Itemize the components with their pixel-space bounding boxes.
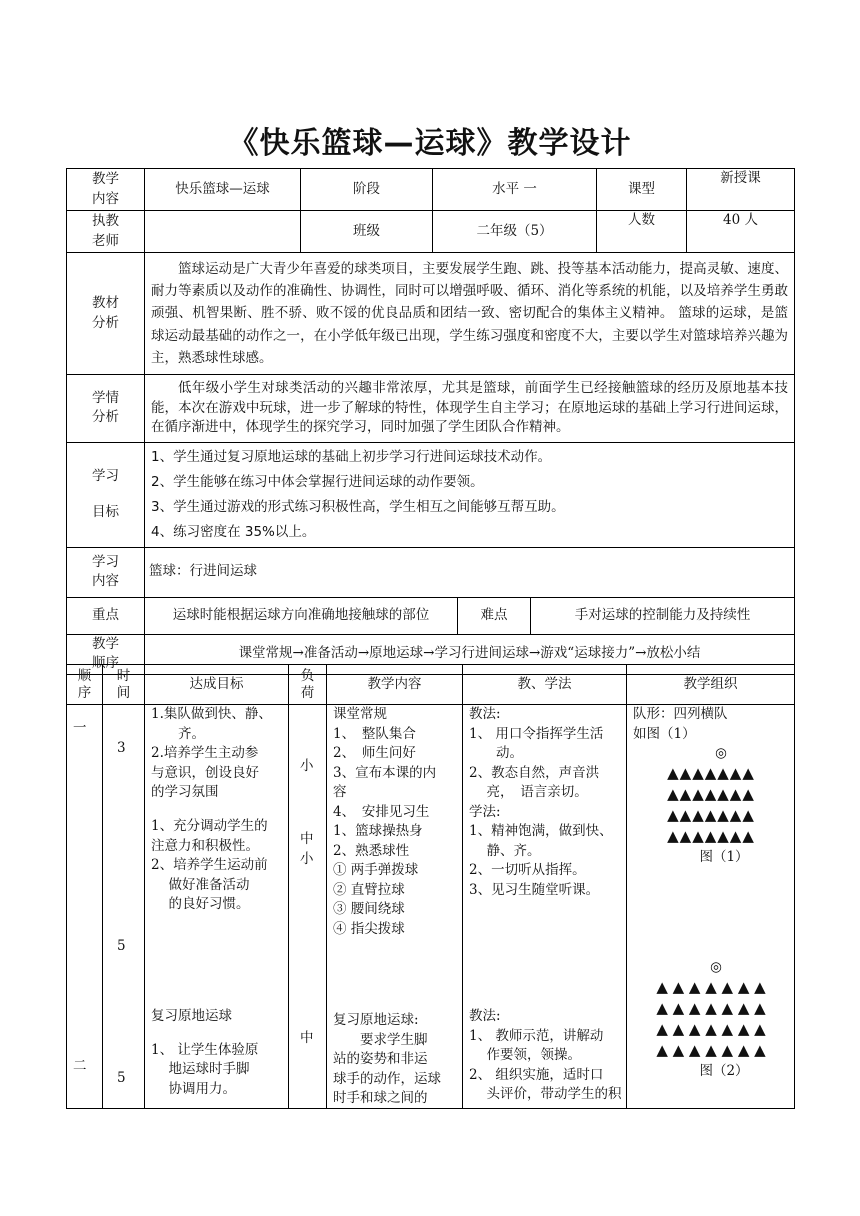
goal-item: 3、学生通过游戏的形式练习积极性高，学生相互之间能够互帮互助。 — [151, 498, 565, 515]
seq-2: 二 — [73, 1058, 87, 1074]
teaching-order: 课堂常规→准备活动→原地运球→学习行进间运球→游戏“运球接力”→放松小结 — [145, 634, 795, 674]
student-row-icon: ▲ ▲ ▲ ▲ ▲ ▲ ▲ — [656, 978, 766, 996]
info-table — [66, 168, 795, 675]
figure2-caption: 图（2） — [699, 1063, 749, 1079]
method-cell: 教法: 1、 用口令指挥学生活 动。 2、教态自然，声音洪 亮， 语言亲切。 学法: 1、精神饱满，做到快、 静、齐。 2、一切听从指挥。 3、见习生随堂听课。 教法: 1、 教师示范，讲解动 作要领，领操。 2、 组织实施，适时口 头评价，带动学生的积 — [463, 705, 627, 1109]
teacher-marker-icon: ◎ — [715, 745, 727, 761]
time-1: 3 — [117, 740, 126, 756]
load-3: 中 — [300, 1030, 314, 1046]
goal-cell: 1.集队做到快、静、 齐。 2.培养学生主动参 与意识，创设良好 的学习氛围 1、充分调动学生的 注意力和积极性。 2、培养学生运动前 做好准备活动 的良好习惯。 复习原地运球 1、 让学生体验原 地运球时手脚 协调用力。 — [145, 705, 289, 1109]
header-method: 教、学法 — [463, 665, 627, 705]
load-1: 小 — [300, 758, 314, 774]
student-row-icon: ▲ ▲ ▲ ▲ ▲ ▲ ▲ — [656, 1020, 766, 1038]
label-content: 教学 内容 — [67, 169, 145, 211]
label-students: 学情 分析 — [67, 375, 145, 443]
header-content: 教学内容 — [327, 665, 463, 705]
goal-item: 1、学生通过复习原地运球的基础上初步学习行进间运球技术动作。 — [151, 448, 552, 465]
label-type: 课型 — [597, 169, 687, 211]
goals-list — [145, 442, 795, 547]
difficulty-point: 手对运球的控制能力及持续性 — [574, 606, 751, 623]
load-2: 中 小 — [300, 831, 314, 867]
header-load: 负 荷 — [289, 665, 327, 705]
student-row-icon: ▲ ▲ ▲ ▲ ▲ ▲ ▲ — [656, 999, 766, 1017]
time-cell — [103, 705, 145, 1109]
type-value: 新授课 — [687, 169, 795, 211]
class-value: 二年级（5） — [433, 211, 597, 253]
figure1-intro: 如图（1） — [633, 725, 696, 742]
student-row-icon: ▲▲▲▲▲▲▲ — [667, 785, 755, 803]
student-row-icon: ▲▲▲▲▲▲▲ — [667, 827, 755, 845]
figure1 — [627, 743, 795, 867]
label-class: 班级 — [301, 211, 433, 253]
figure2 — [627, 957, 795, 1081]
goal-item: 4、练习密度在 35%以上。 — [151, 523, 316, 540]
plan-table — [66, 664, 795, 1109]
header-org: 教学组织 — [627, 665, 795, 705]
goal-item: 2、学生能够在练习中体会掌握行进间运球的动作要领。 — [151, 473, 484, 490]
org-cell — [627, 705, 795, 1109]
label-difficulty: 难点 — [458, 598, 531, 634]
content-cell: 课堂常规 1、 整队集合 2、 师生问好 3、宣布本课的内 容 4、 安排见习生 1、篮球操热身 2、熟悉球性 ① 两手弹拨球 ② 直臂拉球 ③ 腰间绕球 ④ 指尖拨球 复习原地运球: 要求学生脚 站的姿势和非运 球手的动作，运球 时手和球之间的 — [327, 705, 463, 1109]
header-goal: 达成目标 — [145, 665, 289, 705]
time-3: 5 — [117, 1070, 126, 1086]
teacher-value — [145, 211, 301, 253]
stage-value: 水平 一 — [433, 169, 597, 211]
lesson-content-value: 快乐篮球—运球 — [145, 169, 301, 211]
learning-content-value: 篮球：行进间运球 — [145, 547, 795, 597]
key-point: 运球时能根据运球方向准确地接触球的部位 — [145, 598, 458, 634]
header-seq: 顺 序 — [67, 665, 103, 705]
label-stage: 阶段 — [301, 169, 433, 211]
student-analysis: 低年级小学生对球类活动的兴趣非常浓厚，尤其是篮球，前面学生已经接触篮球的经历及原地基本技能，本次在游戏中玩球，进一步了解球的特性，体现学生自主学习；在原地运球的基础上学习行进间运球，在循序渐进中，体现学生的探究学习，同时加强了学生团队合作精神。 — [145, 375, 795, 443]
label-goals: 学习 目标 — [67, 442, 145, 547]
student-row-icon: ▲ ▲ ▲ ▲ ▲ ▲ ▲ — [656, 1041, 766, 1059]
label-learning-content: 学习 内容 — [67, 547, 145, 597]
student-row-icon: ▲▲▲▲▲▲▲ — [667, 806, 755, 824]
teacher-marker-icon: ◎ — [710, 959, 722, 975]
document-title: 《快乐篮球—运球》教学设计 — [228, 126, 632, 161]
load-cell — [289, 705, 327, 1109]
time-2: 5 — [117, 938, 126, 954]
label-count: 人数 — [597, 211, 687, 253]
count-value: 40 人 — [687, 211, 795, 253]
header-time: 时 间 — [103, 665, 145, 705]
seq-1: 一 — [73, 720, 87, 736]
label-order: 教学 顺序 — [67, 634, 145, 674]
material-analysis: 篮球运动是广大青少年喜爱的球类项目，主要发展学生跑、跳、投等基本活动能力，提高灵敏、速度、耐力等素质以及动作的准确性、协调性，同时可以增强呼吸、循环、消化等系统的机能，以及培养学生勇敢顽强、机智果断、胜不骄、败不馁的优良品质和团结一致、密切配合的集体主义精神。 篮球的运球，是篮球运动最基础的动作之一，在小学低年级已出现，学生练习强度和密度不大，主要以学生对篮球培养兴趣为主，熟悉球性球感。 — [145, 253, 795, 375]
figure1-caption: 图（1） — [699, 849, 749, 865]
seq-cell — [67, 705, 103, 1109]
formation-label: 队形：四列横队 — [633, 706, 728, 722]
label-key: 重点 — [67, 597, 145, 634]
student-row-icon: ▲▲▲▲▲▲▲ — [667, 764, 755, 782]
label-material: 教材 分析 — [67, 253, 145, 375]
label-teacher: 执教 老师 — [67, 211, 145, 253]
